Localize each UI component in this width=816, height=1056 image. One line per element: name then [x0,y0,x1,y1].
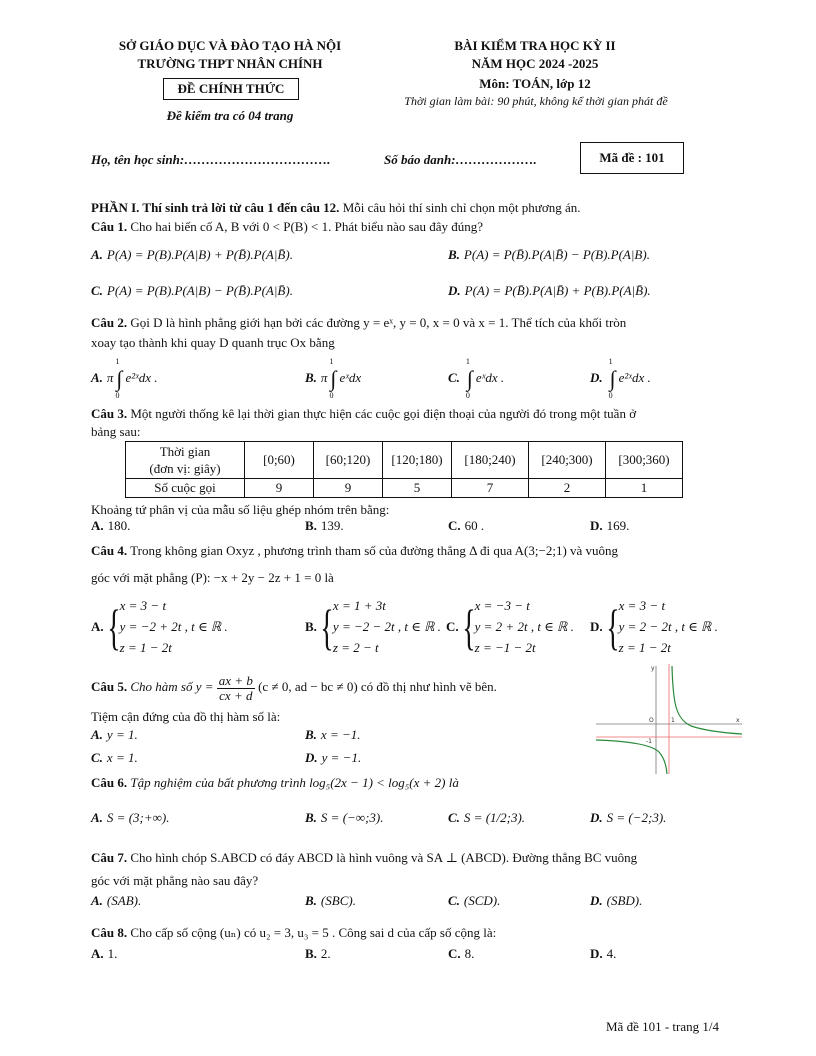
equation-system: x = 3 − t y = 2 − 2t , t ∈ ℝ . z = 1 − 2t [618,598,718,655]
option-letter: B. [305,727,317,742]
q6-option-a[interactable] [91,810,169,826]
page-footer: Mã đề 101 - trang 1/4 [606,1019,720,1034]
option-text: S = (−∞;3). [320,810,384,825]
option-text: 8. [464,946,475,961]
q7-option-c[interactable] [448,893,500,909]
q6-label: Câu 6. [91,775,128,790]
x-axis-label: x [736,717,740,724]
q4-option-c[interactable] [446,595,574,658]
school-year: NĂM HỌC 2024 -2025 [471,56,599,71]
question-7-line2: góc với mặt phẳng nào sau đây? [91,873,259,888]
q1-label: Câu 1. [91,219,128,234]
option-letter: C. [448,893,460,908]
q6-option-b[interactable] [305,810,383,826]
table-header-cell: Số cuộc gọi [126,479,245,498]
fraction: $\frac{ax + b}{cx + d}$ [218,672,253,703]
question-3-after: Khoảng tứ phân vị của mẫu số liệu ghép nhóm trên bằng: [91,502,390,517]
q8-option-d[interactable] [590,946,616,962]
question-2-line2: xoay tạo thành khi quay D quanh trục Ox bằng [91,335,335,350]
q5-option-b[interactable] [305,727,361,743]
q3-option-a[interactable] [91,518,130,534]
tick-label-one: 1 [671,717,675,724]
option-text: y = 1. [106,727,138,742]
q8-option-c[interactable] [448,946,474,962]
q8-text: Cho cấp số cộng (uₙ) có u₂ = 3, u₃ = 5 . Công sai d của cấp số cộng là: [127,925,497,940]
option-text: 180. [107,518,131,533]
brace-symbol: { [462,598,476,655]
q2-option-c[interactable] [448,357,505,400]
q1-text: Cho hai biến cố A, B với 0 < P(B) < 1. Phát biểu nào sau đây đúng? [127,219,484,234]
question-2 [91,313,741,332]
option-letter: C. [91,750,103,765]
q3-label: Câu 3. [91,406,128,421]
official-box: ĐỀ CHÍNH THỨC [163,78,299,100]
option-letter: A. [91,946,104,961]
q2-label: Câu 2. [91,315,128,330]
option-letter: C. [446,618,459,634]
option-letter: C. [448,810,460,825]
option-text: 2. [320,946,331,961]
question-4 [91,541,741,560]
option-letter: A. [91,727,103,742]
option-text: 60 . [464,518,485,533]
table-cell: 7 [452,479,529,498]
option-letter: A. [91,247,103,262]
q6-option-c[interactable] [448,810,525,826]
question-3-line2: bảng sau: [91,424,141,439]
student-id-label: Số báo danh:………………. [384,152,537,167]
q7-label: Câu 7. [91,850,128,865]
q6-option-d[interactable] [590,810,666,826]
dept-name: SỞ GIÁO DỤC VÀ ĐÀO TẠO HÀ NỘI [118,38,342,53]
option-text: P(A) = P(B̄).P(A|B̄) + P(B).P(A|B̄). [464,283,651,298]
question-6 [91,773,741,792]
option-text: S = (−2;3). [606,810,667,825]
option-pi: π [320,369,328,385]
q2-option-d[interactable] [590,357,651,400]
question-7 [91,848,741,867]
table-cell: [300;360) [606,442,683,479]
frequency-table [125,441,683,498]
q4-option-a[interactable] [91,595,228,658]
q8-option-a[interactable] [91,946,117,962]
table-header-cell: Thời gian (đơn vị: giây) [126,442,245,479]
table-row [126,479,683,498]
option-letter: B. [305,518,317,533]
option-text: 4. [606,946,617,961]
table-cell: [180;240) [452,442,529,479]
option-text: eˣdx . [475,369,505,385]
q5-text-pre: Cho hàm số y = [127,679,214,694]
option-letter: B. [305,946,317,961]
q1-option-b[interactable] [448,247,650,263]
table-cell: 5 [383,479,452,498]
question-8 [91,923,741,942]
option-text: S = (3;+∞). [106,810,170,825]
option-letter: D. [305,750,318,765]
option-text: P(A) = P(B̄).P(A|B̄) − P(B).P(A|B). [463,247,650,262]
part1-title-rest: Mỗi câu hỏi thí sinh chỉ chọn một phương án. [339,200,581,215]
integral-sign: ∫ 1 0 [329,357,337,400]
equation-system: x = 1 + 3t y = −2 − 2t , t ∈ ℝ . z = 2 − t [332,598,441,655]
exam-title: BÀI KIỂM TRA HỌC KỲ II [454,38,616,53]
option-text: (SBD). [606,893,643,908]
q4-option-d[interactable] [590,595,718,658]
option-text: 1. [107,946,118,961]
origin-label: O [649,717,654,724]
tick-label-neg-one: -1 [646,738,652,745]
q7-option-b[interactable] [305,893,356,909]
option-letter: C. [448,518,461,533]
q4-text: Trong không gian Oxyz , phương trình tham số của đường thẳng Δ đi qua A(3;−2;1) và vuông [127,543,619,558]
q5-option-d[interactable] [305,750,361,766]
brace-symbol: { [320,598,334,655]
option-letter: B. [448,247,460,262]
option-letter: B. [305,618,317,634]
q4-label: Câu 4. [91,543,128,558]
time-note: Thời gian làm bài: 90 phút, không kể thời gian phát đề [404,94,668,108]
option-letter: D. [590,369,603,385]
question-4-line2: góc với mặt phẳng (P): −x + 2y − 2z + 1 = 0 là [91,570,334,585]
option-text: eˣdx [339,369,362,385]
q3-option-c[interactable] [448,518,484,534]
question-5-line2: Tiệm cận đứng của đồ thị hàm số là: [91,709,281,724]
table-cell: 9 [245,479,314,498]
q7-option-d[interactable] [590,893,642,909]
integral-sign: ∫ 1 0 [465,357,473,400]
brace-symbol: { [606,598,620,655]
option-letter: C. [91,283,103,298]
option-pi: π [106,369,114,385]
option-text: 139. [320,518,344,533]
q5-option-a[interactable] [91,727,138,743]
q3-option-d[interactable] [590,518,629,534]
q2-text: Gọi D là hình phẳng giới hạn bởi các đường y = eˣ, y = 0, x = 0 và x = 1. Thể tích của khối tròn [127,315,627,330]
q6-text: Tập nghiệm của bất phương trình log₅(2x − 1) < log₅(x + 2) là [127,775,459,790]
option-letter: D. [590,518,603,533]
option-letter: A. [91,518,104,533]
equation-system: x = 3 − t y = −2 + 2t , t ∈ ℝ . z = 1 − 2t [119,598,228,655]
option-letter: D. [448,283,461,298]
option-letter: B. [305,810,317,825]
option-text: y = −1. [321,750,362,765]
table-cell: [0;60) [245,442,314,479]
table-cell: [120;180) [383,442,452,479]
option-letter: A. [91,893,103,908]
question-1 [91,217,741,236]
option-letter: C. [448,369,460,385]
q5-option-c[interactable] [91,750,138,766]
question-3 [91,404,741,423]
table-cell: [60;120) [314,442,383,479]
option-text: P(A) = P(B).P(A|B) + P(B̄).P(A|B̄). [106,247,293,262]
brace-symbol: { [107,598,121,655]
option-letter: D. [590,618,603,634]
option-text: e²ˣdx . [125,369,158,385]
option-letter: A. [91,618,104,634]
q7-option-a[interactable] [91,893,141,909]
subject: Môn: TOÁN, lớp 12 [479,76,591,91]
q8-option-b[interactable] [305,946,331,962]
q7-text: Cho hình chóp S.ABCD có đáy ABCD là hình vuông và SA ⊥ (ABCD). Đường thẳng BC vuông [127,850,638,865]
school-name: TRƯỜNG THPT NHÂN CHÍNH [137,56,323,71]
q4-option-b[interactable] [305,595,441,658]
option-text: x = 1. [106,750,138,765]
integral-sign: ∫ 1 0 [115,357,123,400]
option-letter: A. [91,810,103,825]
option-letter: D. [590,946,603,961]
option-text: (SBC). [320,893,356,908]
option-text: (SCD). [463,893,501,908]
exam-code-box: Mã đề : 101 [580,142,684,174]
option-text: (SAB). [106,893,142,908]
table-cell: 1 [606,479,683,498]
option-text: P(A) = P(B).P(A|B) − P(B̄).P(A|B̄). [106,283,293,298]
option-letter: B. [305,893,317,908]
q3-text: Một người thống kê lại thời gian thực hiện các cuộc gọi điện thoại của người đó trong một tuần ở [127,406,637,421]
q5-label: Câu 5. [91,679,128,694]
option-text: x = −1. [320,727,361,742]
table-cell: 2 [529,479,606,498]
student-name-label: Họ, tên học sinh:……………………………. [91,152,331,167]
option-text: e²ˣdx . [618,369,651,385]
part1-title [91,198,741,217]
q2-option-a[interactable] [91,357,158,400]
integral-sign: ∫ 1 0 [608,357,616,400]
q1-option-d[interactable] [448,283,651,299]
q1-option-c[interactable] [91,283,293,299]
table-row [126,442,683,479]
table-cell: [240;300) [529,442,606,479]
option-letter: D. [590,810,603,825]
q2-option-b[interactable] [305,357,362,400]
equation-system: x = −3 − t y = 2 + 2t , t ∈ ℝ . z = −1 − 2t [474,598,574,655]
q3-option-b[interactable] [305,518,344,534]
hyperbola-graph [596,664,746,774]
question-5 [91,672,497,703]
q5-text-post: (c ≠ 0, ad − bc ≠ 0) có đồ thị như hình vẽ bên. [254,679,497,694]
option-letter: A. [91,369,103,385]
part1-title-bold: PHẦN I. Thí sinh trả lời từ câu 1 đến câu 12. [91,200,340,215]
option-text: 169. [606,518,630,533]
y-axis-label: y [651,665,655,672]
table-cell: 9 [314,479,383,498]
option-letter: C. [448,946,461,961]
option-letter: B. [305,369,317,385]
option-letter: D. [590,893,603,908]
option-text: S = (1/2;3). [463,810,526,825]
q8-label: Câu 8. [91,925,128,940]
q1-option-a[interactable] [91,247,293,263]
pages-note: Đề kiểm tra có 04 trang [166,108,294,123]
